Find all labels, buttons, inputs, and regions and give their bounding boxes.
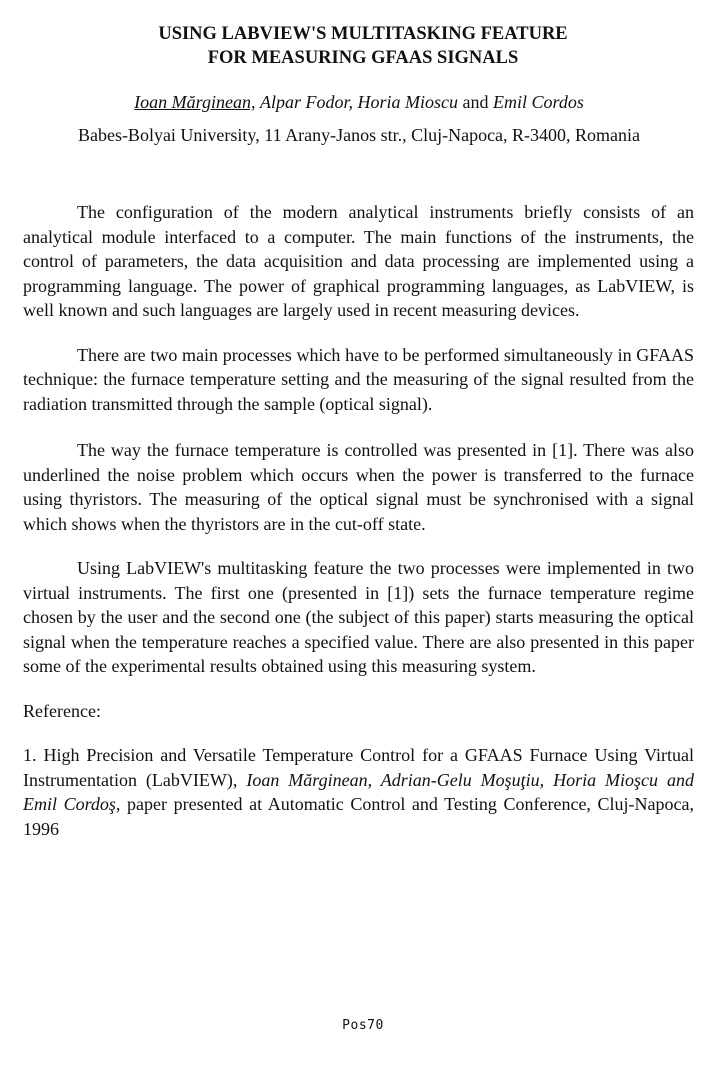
abstract-body: [23, 200, 694, 841]
reference-item-1: [23, 743, 694, 841]
paper-title: [0, 22, 726, 70]
reference-1-venue: paper presented at Automatic Control and Testing Conference, Cluj-Napoca, 1996: [23, 794, 694, 839]
author-conjunction: and: [462, 92, 489, 112]
page-number: Pos70: [342, 1018, 384, 1033]
last-author: Emil Cordos: [492, 92, 584, 112]
author-list: [0, 90, 718, 114]
co-authors: Alpar Fodor, Horia Mioscu: [259, 92, 458, 112]
paragraph-4: Using LabVIEW's multitasking feature the two processes were implemented in two virtual instruments. The first one (presented in [1]) sets the furnace temperature regime chosen by the user and the second one (the subject of this paper) starts measuring the optical signal when the temperature reaches a specified value. There are also presented in this paper some of the experimental results obtained using this measuring system.: [23, 558, 694, 676]
presenting-author: Ioan Mărginean,: [134, 92, 256, 112]
affiliation: Babes-Bolyai University, 11 Arany-Janos str., Cluj-Napoca, R-3400, Romania: [77, 125, 641, 145]
paragraph-3: The way the furnace temperature is controlled was presented in [1]. There was also underlined the noise problem which occurs when the power is transferred to the furnace using thyristors. The measuring of the optical signal must be synchronised with a signal which shows when the thyristors are in the cut-off state.: [23, 440, 694, 534]
reference-heading: Reference:: [23, 700, 101, 721]
reference-1-authors: Ioan Mărginean, Adrian-Gelu Moşuţiu, Horia Mioşcu and Emil Cordoş,: [23, 769, 694, 814]
paragraph-2: There are two main processes which have to be performed simultaneously in GFAAS technique: the furnace temperature setting and the measuring of the signal resulted from the radiation transmitted through the sample (optical signal).: [23, 344, 694, 414]
paper-title-line-1: USING LABVIEW'S MULTITASKING FEATURE: [158, 24, 568, 44]
reference-1-title: 1. High Precision and Versatile Temperature Control for a GFAAS Furnace Using Virtual Instrumentation (LabVIEW),: [23, 745, 694, 790]
paragraph-1: The configuration of the modern analytical instruments briefly consists of an analytical module interfaced to a computer. The main functions of the instruments, the control of parameters, the data acquisition and data processing are implemented using a programming language. The power of graphical programming languages, as LabVIEW, is well known and such languages are largely used in recent measuring devices.: [23, 202, 694, 320]
paper-title-line-2: FOR MEASURING GFAAS SIGNALS: [207, 48, 519, 68]
